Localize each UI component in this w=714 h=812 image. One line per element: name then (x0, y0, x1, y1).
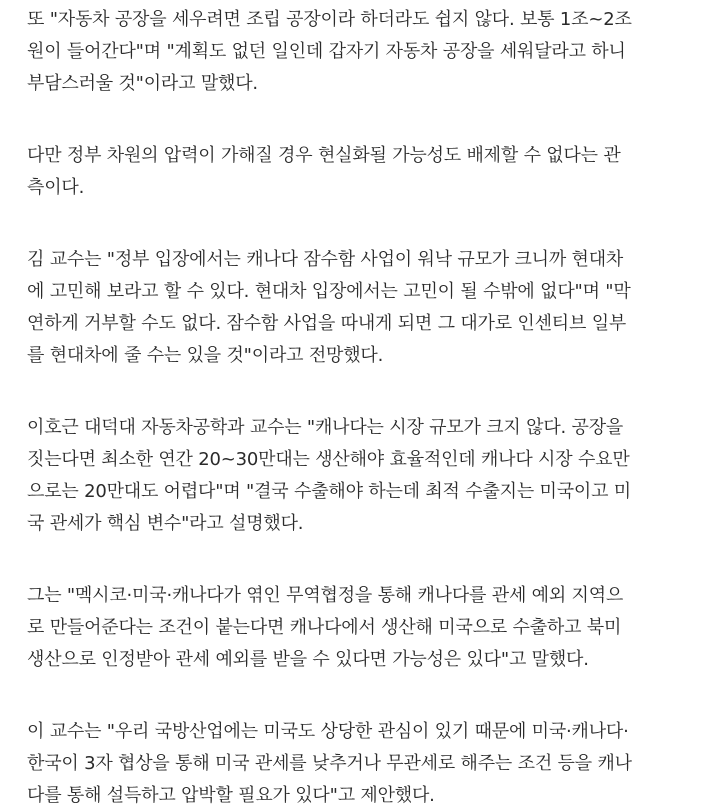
text-line: 다를 통해 설득하고 압박할 필요가 있다"고 제안했다. (27, 785, 435, 806)
paragraph-gap (27, 100, 695, 140)
text-line: 으로는 20만대도 어렵다"며 "결국 수출해야 하는데 최적 수출지는 미국이고 미 (27, 481, 631, 502)
text-line: 다만 정부 차원의 압력이 가해질 경우 현실화될 가능성도 배제할 수 없다는 관 (27, 145, 621, 166)
text-line: 한국이 3자 협상을 통해 미국 관세를 낮추거나 무관세로 해주는 조건 등을 캐나 (27, 753, 632, 774)
text-line: 부담스러울 것"이라고 말했다. (27, 73, 258, 94)
paragraph-gap (27, 204, 695, 244)
paragraph-6 (27, 716, 695, 812)
text-line: 이 교수는 "우리 국방산업에는 미국도 상당한 관심이 있기 때문에 미국·캐나다· (27, 721, 629, 742)
text-line: 에 고민해 보라고 할 수 있다. 현대차 입장에서는 고민이 될 수밖에 없다"며 "막 (27, 281, 631, 302)
paragraph-gap (27, 372, 695, 412)
text-line: 생산으로 인정받아 관세 예외를 받을 수 있다면 가능성은 있다"고 말했다. (27, 649, 589, 670)
text-line: 로 만들어준다는 조건이 붙는다면 캐나다에서 생산해 미국으로 수출하고 북미 (27, 617, 622, 638)
paragraph-3 (27, 244, 695, 372)
text-line: 김 교수는 "정부 입장에서는 캐나다 잠수함 사업이 워낙 규모가 크니까 현대차 (27, 249, 624, 270)
text-line: 그는 "멕시코·미국·캐나다가 엮인 무역협정을 통해 캐나다를 관세 예외 지역으 (27, 585, 624, 606)
paragraph-1 (27, 4, 695, 100)
paragraph-2 (27, 140, 695, 204)
text-line: 측이다. (27, 177, 85, 198)
text-line: 원이 들어간다"며 "계획도 없던 일인데 갑자기 자동차 공장을 세워달라고 하니 (27, 41, 626, 62)
article-body (27, 0, 695, 812)
paragraph-4 (27, 412, 695, 540)
text-line: 짓는다면 최소한 연간 20~30만대는 생산해야 효율적인데 캐나다 시장 수요만 (27, 449, 630, 470)
text-line: 또 "자동차 공장을 세우려면 조립 공장이라 하더라도 쉽지 않다. 보통 1조~2조 (27, 9, 632, 30)
paragraph-5 (27, 580, 695, 676)
paragraph-gap (27, 676, 695, 716)
text-line: 연하게 거부할 수도 없다. 잠수함 사업을 따내게 되면 그 대가로 인센티브 일부 (27, 313, 627, 334)
paragraph-gap (27, 540, 695, 580)
text-line: 를 현대차에 줄 수는 있을 것"이라고 전망했다. (27, 345, 384, 366)
text-line: 이호근 대덕대 자동차공학과 교수는 "캐나다는 시장 규모가 크지 않다. 공장을 (27, 417, 624, 438)
text-line: 국 관세가 핵심 변수"라고 설명했다. (27, 513, 304, 534)
